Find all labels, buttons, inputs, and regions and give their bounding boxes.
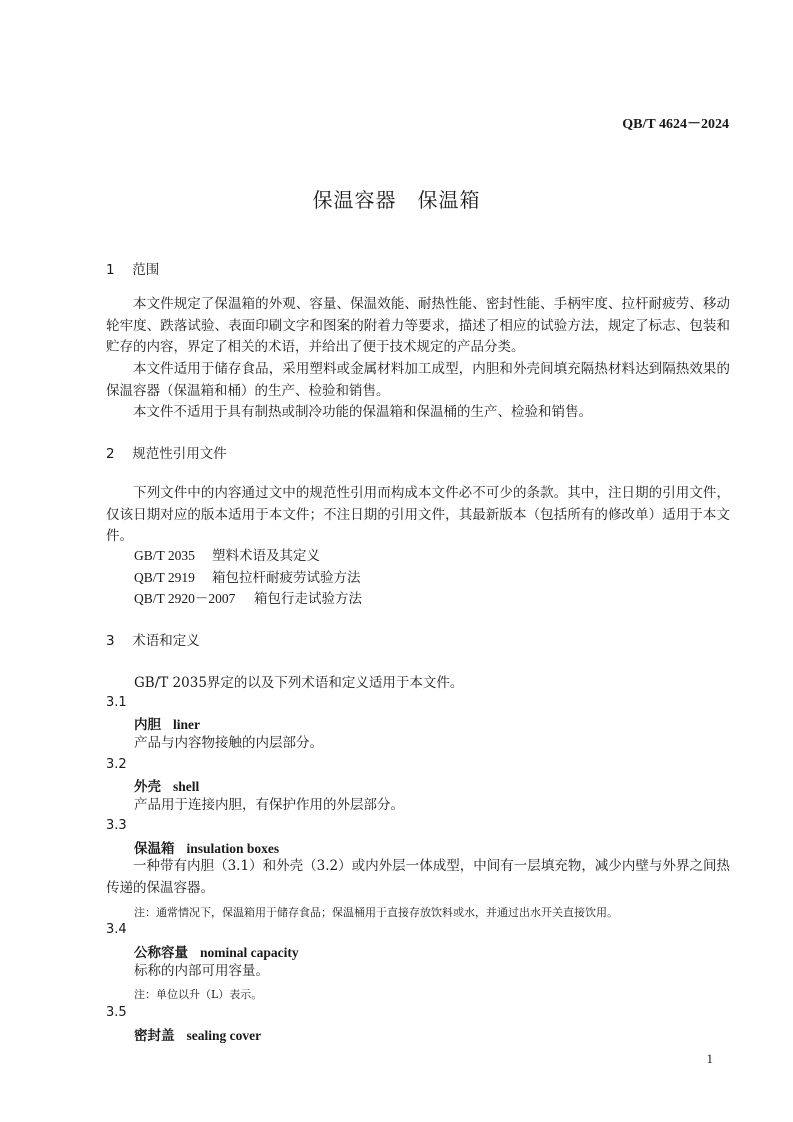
reference-code: GB/T 2035 [134, 548, 195, 563]
term-en: sealing cover [186, 1028, 262, 1043]
section-title: 规范性引用文件 [132, 446, 227, 462]
reference-item [134, 545, 320, 567]
reference-code: QB/T 2920－2007 [134, 591, 236, 606]
term-zh: 公称容量 [134, 945, 188, 961]
section-title: 范围 [132, 262, 160, 278]
term-en: shell [173, 779, 200, 794]
terms-intro: GB/T 2035界定的以及下列术语和定义适用于本文件。 [134, 675, 464, 691]
reference-item [134, 588, 362, 610]
section-number: 2 [106, 446, 115, 462]
section-number: 3 [106, 633, 115, 649]
scope-paragraph-2: 本文件适用于储存食品，采用塑料或金属材料加工成型，内胆和外壳间填充隔热材料达到隔热效果的保温容器（保温箱和桶）的生产、检验和销售。 [106, 361, 730, 399]
reference-name: 塑料术语及其定义 [212, 548, 320, 564]
scope-paragraph-1: 本文件规定了保温箱的外观、容量、保温效能、耐热性能、密封性能、手柄牢度、拉杆耐疲劳、移动轮牢度、跌落试验、表面印刷文字和图案的附着力等要求，描述了相应的试验方法，规定了标志、包装和贮存的内容，界定了相关的术语，并给出了便于技术规定的产品分类。 [106, 296, 730, 355]
page-number: 1 [706, 1051, 713, 1066]
note-label: 注： [134, 988, 156, 1001]
term-heading [134, 1024, 261, 1044]
scope-paragraph-3: 本文件不适用于具有制热或制冷功能的保温箱和保温桶的生产、检验和销售。 [133, 404, 592, 420]
term-heading [134, 837, 279, 857]
term-heading [134, 775, 199, 795]
note-label: 注： [134, 906, 156, 919]
reference-item [134, 567, 361, 589]
term-en: insulation boxes [186, 841, 280, 856]
term-heading [134, 941, 299, 961]
section-2-heading [106, 442, 227, 462]
term-zh: 密封盖 [134, 1028, 175, 1044]
term-definition: 一种带有内胆（3.1）和外壳（3.2）或内外层一体成型，中间有一层填充物，减少内壁与外界之间热传递的保温容器。 [106, 858, 730, 896]
document-title: 保温容器 保温箱 [312, 188, 481, 212]
term-zh: 外壳 [134, 779, 161, 795]
reference-code: QB/T 2919 [134, 570, 195, 585]
term-number: 3.4 [106, 922, 127, 937]
term-en: nominal capacity [200, 945, 299, 960]
term-zh: 内胆 [134, 717, 161, 733]
term-number: 3.3 [106, 818, 127, 833]
term-heading [134, 713, 200, 733]
term-zh: 保温箱 [134, 841, 175, 857]
section-3-heading [106, 629, 200, 649]
term-definition: 产品用于连接内胆，有保护作用的外层部分。 [134, 797, 404, 813]
reference-name: 箱包行走试验方法 [254, 591, 362, 607]
term-note [134, 986, 262, 1002]
term-en: liner [173, 717, 200, 732]
term-number: 3.2 [106, 757, 127, 772]
note-text: 单位以升（L）表示。 [156, 988, 263, 1001]
term-definition: 标称的内部可用容量。 [134, 963, 269, 979]
reference-name: 箱包拉杆耐疲劳试验方法 [212, 570, 361, 586]
term-definition: 产品与内容物接触的内层部分。 [134, 735, 323, 751]
term-number: 3.5 [106, 1005, 127, 1020]
section-number: 1 [106, 262, 115, 278]
normative-intro: 下列文件中的内容通过文中的规范性引用而构成本文件必不可少的条款。其中，注日期的引用文件，仅该日期对应的版本适用于本文件；不注日期的引用文件，其最新版本（包括所有的修改单）适用于本文件。 [106, 485, 730, 544]
note-text: 通常情况下，保温箱用于储存食品；保温桶用于直接存放饮料或水，并通过出水开关直接饮用。 [156, 906, 618, 919]
standard-code: QB/T 4624－2024 [622, 117, 729, 132]
section-1-heading [106, 258, 159, 278]
term-note [134, 904, 618, 920]
term-number: 3.1 [106, 695, 127, 710]
section-title: 术语和定义 [132, 633, 200, 649]
